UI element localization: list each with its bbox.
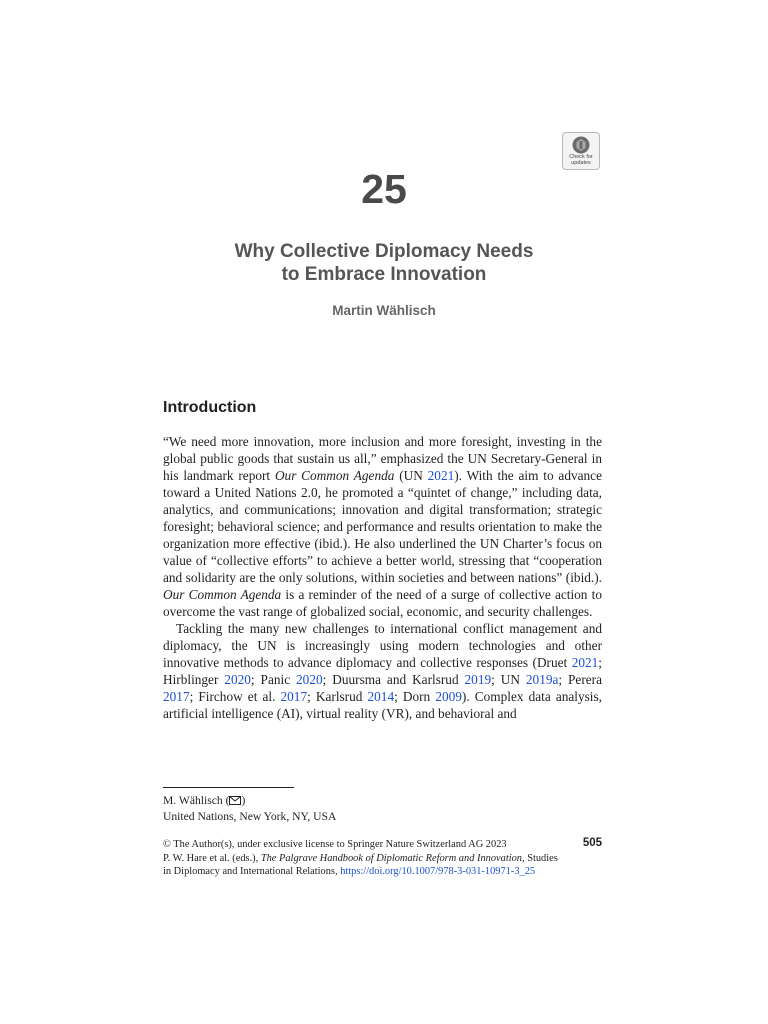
citation-link[interactable]: 2017 xyxy=(163,689,190,704)
book-reference-line xyxy=(163,852,603,866)
text-segment: ). With the aim to advance toward a United Nations 2.0, he promoted a “quintet of change,” including data, analytics, and communications; innovation and digital transformation; strategic foresight; behavioral science; and performance and results orientation to make the organization more effective (ibid.). He also underlined the UN Charter’s focus on value of “collective efforts” to achieve a better world, stressing that “cooperation and solidarity are the only solutions, within societies and between nations” (ibid.). xyxy=(163,468,602,585)
citation-link[interactable]: 2017 xyxy=(280,689,308,704)
citation-link[interactable]: 2019a xyxy=(525,672,559,687)
doi-link[interactable]: https://doi.org/10.1007/978-3-031-10971-3_25 xyxy=(340,866,536,877)
text-segment: ; Panic xyxy=(250,672,297,687)
copyright-block xyxy=(163,838,603,879)
series-name: in Diplomacy and International Relations, xyxy=(163,866,341,877)
text-segment: ; Firchow et al. xyxy=(189,689,281,704)
copyright-line: © The Author(s), under exclusive license to Springer Nature Switzerland AG 2023 xyxy=(163,839,507,850)
badge-label-line2: updates xyxy=(571,160,591,166)
body-text xyxy=(163,433,602,722)
paragraph-2 xyxy=(163,620,602,722)
section-heading: Introduction xyxy=(163,399,257,416)
text-segment: ; Perera xyxy=(558,672,602,687)
text-segment: ; Duursma and Karlsrud xyxy=(322,672,465,687)
text-segment: is a reminder of the need of a surge of collective action to overcome the vast range of globalized social, economic, and security challenges. xyxy=(163,587,602,619)
text-segment: ; UN xyxy=(491,672,526,687)
series-line xyxy=(163,865,603,879)
citation-link[interactable]: 2021 xyxy=(571,655,599,670)
citation-link[interactable]: 2014 xyxy=(367,689,395,704)
report-title: Our Common Agenda xyxy=(274,468,395,483)
series-start: , Studies xyxy=(522,852,558,864)
text-segment: ; Dorn xyxy=(394,689,436,704)
author-contact-line xyxy=(163,793,336,809)
chapter-title-line2: to Embrace Innovation xyxy=(281,264,487,285)
text-segment: ). Complex data analysis, artificial intelligence (AI), virtual reality (VR), and behavioral and xyxy=(163,689,602,721)
check-for-updates-icon xyxy=(572,136,590,154)
badge-label-line1: Check for xyxy=(569,154,593,160)
citation-link[interactable]: 2020 xyxy=(224,672,251,687)
chapter-number: 25 xyxy=(361,166,407,212)
footnote-divider xyxy=(163,787,294,788)
citation-link[interactable]: 2019 xyxy=(464,672,492,687)
text-segment: (UN xyxy=(394,468,428,483)
chapter-title xyxy=(0,240,768,286)
envelope-icon[interactable] xyxy=(229,796,241,805)
editors: P. W. Hare et al. (eds.), xyxy=(163,852,261,864)
page-number: 505 xyxy=(582,837,602,849)
book-title: The Palgrave Handbook of Diplomatic Reform and Innovation xyxy=(260,852,522,864)
chapter-author: Martin Wählisch xyxy=(332,303,436,318)
citation-link[interactable]: 2009 xyxy=(435,689,462,704)
author-name: M. Wählisch ( xyxy=(163,794,230,807)
paragraph-1 xyxy=(163,433,602,620)
check-for-updates-badge[interactable] xyxy=(562,132,600,170)
citation-link[interactable]: 2020 xyxy=(296,672,323,687)
affiliation-line: United Nations, New York, NY, USA xyxy=(163,809,337,823)
report-title: Our Common Agenda xyxy=(163,587,282,602)
text-segment: ; Karlsrud xyxy=(307,689,368,704)
chapter-title-line1: Why Collective Diplomacy Needs xyxy=(234,241,534,262)
text-segment: ; Hirblinger xyxy=(163,655,602,687)
author-affiliation xyxy=(163,793,336,824)
author-name-end: ) xyxy=(241,794,246,807)
text-segment: Tackling the many new challenges to international conflict management and diplomacy, the UN is increasingly using modern technologies and other innovative methods to advance diplomacy and collective responses (Druet xyxy=(163,621,602,670)
citation-link[interactable]: 2021 xyxy=(427,468,455,483)
text-segment: “We need more innovation, more inclusion and more foresight, investing in the global public goods that sustain us all,” emphasized the UN Secretary-General in his landmark report xyxy=(163,434,602,483)
